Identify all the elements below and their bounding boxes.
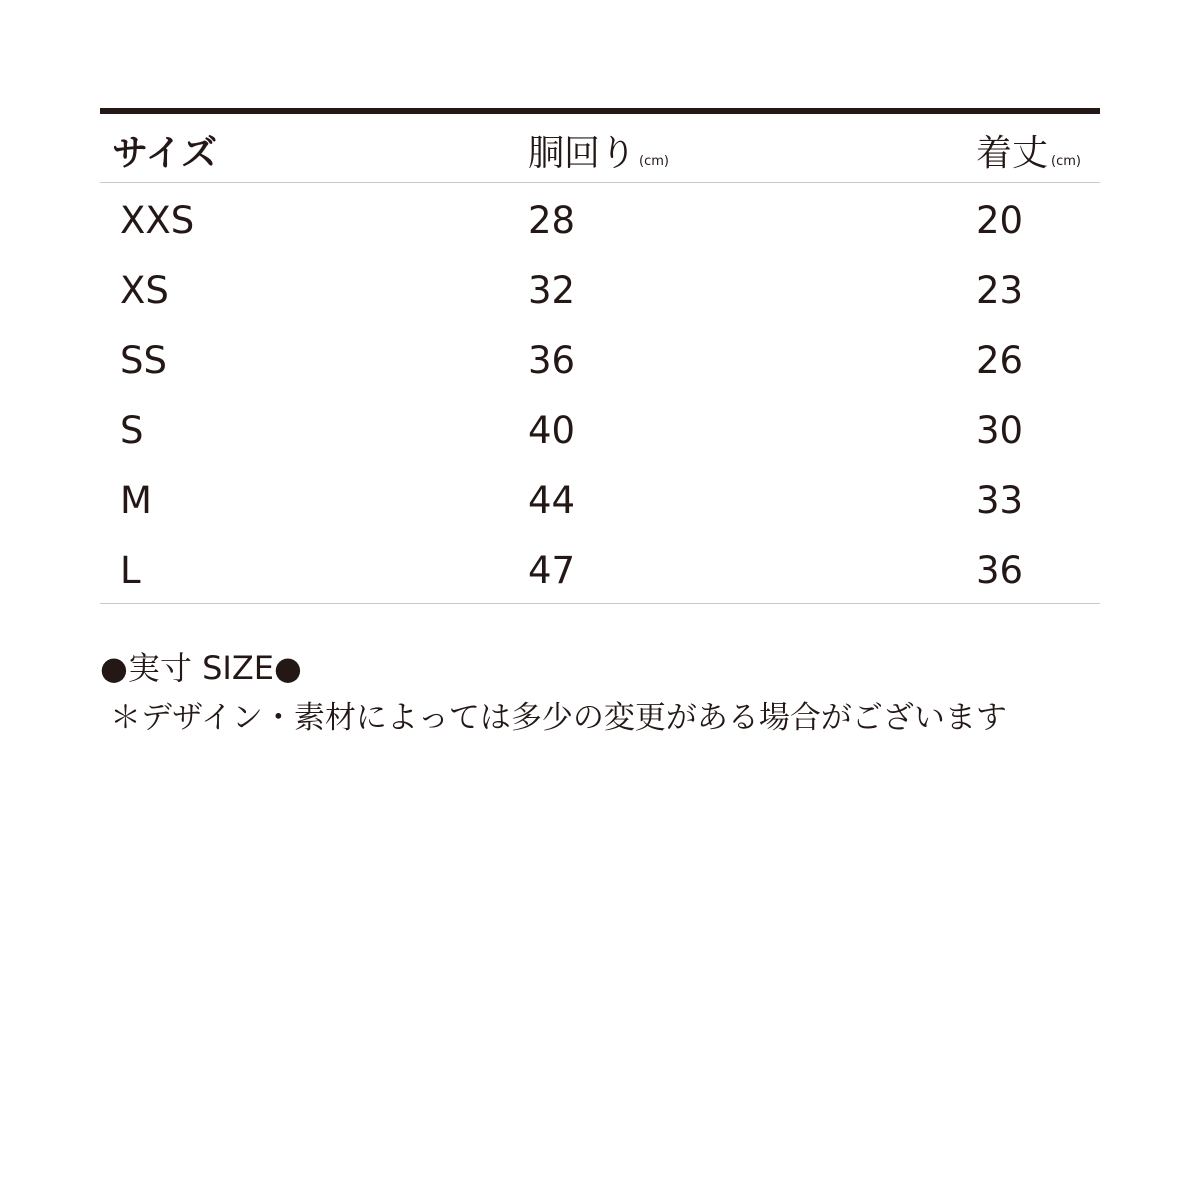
table-row — [100, 463, 1100, 533]
table-row — [100, 323, 1100, 393]
row-size: S — [120, 409, 144, 452]
header-waist-label: 胴回り — [528, 133, 637, 174]
row-length: 23 — [976, 269, 1024, 312]
header-waist — [528, 132, 669, 184]
row-length: 36 — [976, 549, 1024, 592]
row-size: XS — [120, 269, 169, 312]
table-header-row — [100, 114, 1100, 183]
header-length-unit: (cm) — [1051, 154, 1081, 169]
row-length: 26 — [976, 339, 1024, 382]
header-size: サイズ — [112, 133, 218, 174]
notes-title: ●実寸 SIZE● — [100, 649, 302, 687]
row-size: L — [120, 549, 141, 592]
header-waist-unit: (cm) — [639, 154, 669, 169]
row-length: 30 — [976, 409, 1024, 452]
row-waist: 40 — [528, 409, 576, 452]
header-length — [976, 132, 1081, 184]
header-length-label: 着丈 — [976, 133, 1049, 174]
row-size: M — [120, 479, 152, 522]
row-size: XXS — [120, 199, 195, 242]
row-length: 33 — [976, 479, 1024, 522]
table-row — [100, 393, 1100, 463]
notes-section — [100, 646, 1100, 740]
table-row — [100, 183, 1100, 253]
table-body — [100, 183, 1100, 604]
row-waist: 36 — [528, 339, 576, 382]
table-row — [100, 533, 1100, 603]
size-table — [100, 108, 1100, 604]
table-row — [100, 253, 1100, 323]
row-size: SS — [120, 339, 167, 382]
row-waist: 47 — [528, 549, 576, 592]
row-waist: 44 — [528, 479, 576, 522]
notes-disclaimer: ＊デザイン・素材によっては多少の変更がある場合がございます — [110, 700, 1007, 736]
row-waist: 28 — [528, 199, 576, 242]
row-length: 20 — [976, 199, 1024, 242]
row-waist: 32 — [528, 269, 576, 312]
